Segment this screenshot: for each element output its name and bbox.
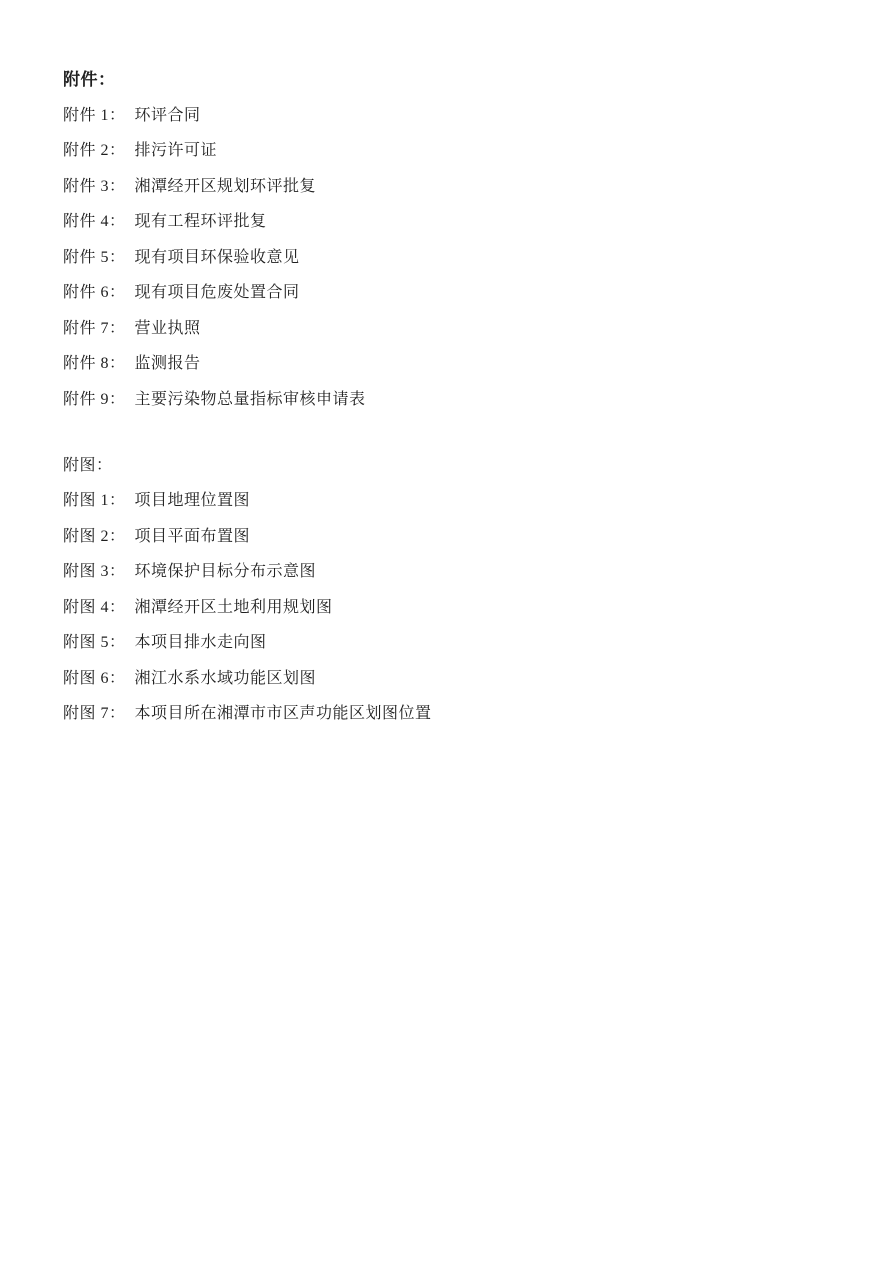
attachment-item-label: 附件 7： <box>63 319 126 337</box>
figure-item <box>63 519 852 555</box>
attachment-item <box>63 98 852 134</box>
figure-item-label: 附图 5： <box>63 634 126 651</box>
attachment-item <box>63 346 852 382</box>
figure-item-label: 附图 3： <box>63 563 126 580</box>
figure-item <box>63 661 852 697</box>
attachment-item <box>63 204 852 240</box>
figure-item <box>63 625 852 661</box>
attachment-item <box>63 382 852 418</box>
attachment-item-title: 营业执照 <box>134 319 201 337</box>
figure-item-label: 附图 1： <box>63 492 126 509</box>
figure-item-title: 项目地理位置图 <box>134 492 251 509</box>
figure-item <box>63 554 852 590</box>
figure-item <box>63 483 852 519</box>
attachment-item <box>63 311 852 347</box>
attachment-item-label: 附件 8： <box>63 355 126 372</box>
figure-item-label: 附图 7： <box>63 705 126 722</box>
figure-item <box>63 590 852 626</box>
figure-item-title: 本项目排水走向图 <box>134 634 267 651</box>
attachment-item-title: 排污许可证 <box>134 142 218 159</box>
attachment-item-label: 附件 3： <box>63 177 126 195</box>
figures-section <box>63 448 852 732</box>
attachment-item-label: 附件 5： <box>63 248 126 266</box>
attachment-item-title: 环评合同 <box>134 106 201 124</box>
attachment-item <box>63 169 852 205</box>
attachment-item-title: 监测报告 <box>134 355 201 372</box>
attachment-item-label: 附件 4： <box>63 213 126 230</box>
figure-item-label: 附图 4： <box>63 598 126 616</box>
figure-item-title: 环境保护目标分布示意图 <box>134 563 317 580</box>
figure-item-label: 附图 6： <box>63 669 126 687</box>
attachment-item-label: 附件 2： <box>63 142 126 159</box>
attachment-item-title: 现有项目环保验收意见 <box>134 248 300 266</box>
attachment-item-title: 现有工程环评批复 <box>134 213 267 230</box>
attachment-item-title: 现有项目危废处置合同 <box>134 284 300 301</box>
attachment-item-label: 附件 6： <box>63 284 126 301</box>
figure-item-title: 湘江水系水域功能区划图 <box>134 669 317 687</box>
attachments-heading: 附件： <box>63 70 116 89</box>
figure-item-title: 本项目所在湘潭市市区声功能区划图位置 <box>134 705 432 722</box>
attachment-item-label: 附件 1： <box>63 106 126 124</box>
attachment-item-title: 主要污染物总量指标审核申请表 <box>134 390 366 408</box>
attachments-section <box>63 62 852 417</box>
figures-heading: 附图： <box>63 456 113 474</box>
attachment-item-label: 附件 9： <box>63 390 126 408</box>
section-gap <box>63 417 852 448</box>
figure-item-title: 项目平面布置图 <box>134 527 251 545</box>
figure-item-title: 湘潭经开区土地利用规划图 <box>134 598 333 616</box>
attachment-item-title: 湘潭经开区规划环评批复 <box>134 177 317 195</box>
attachment-item <box>63 240 852 276</box>
attachment-item <box>63 133 852 169</box>
attachment-item <box>63 275 852 311</box>
figure-item-label: 附图 2： <box>63 527 126 545</box>
figure-item <box>63 696 852 732</box>
